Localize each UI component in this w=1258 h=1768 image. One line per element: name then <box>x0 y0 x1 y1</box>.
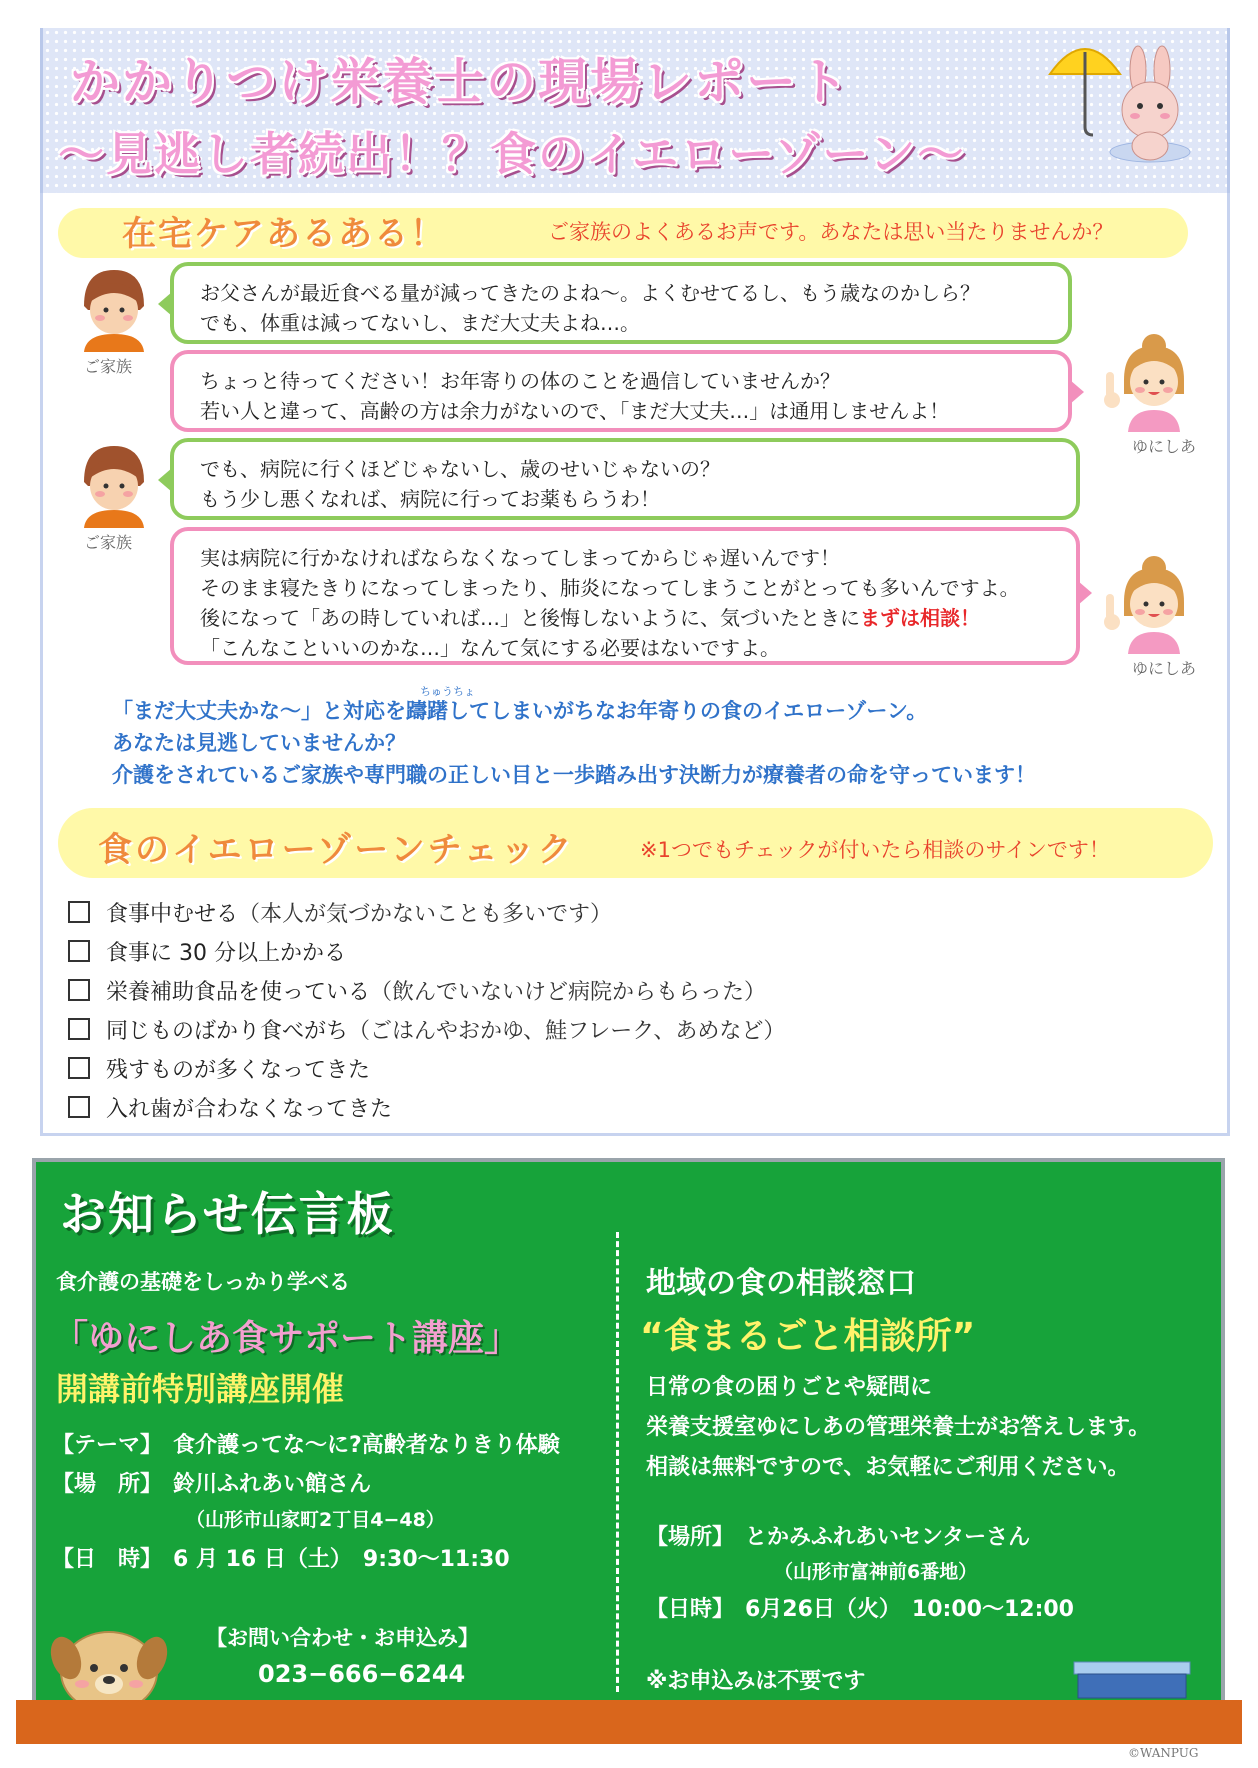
board-divider <box>616 1232 619 1692</box>
dog-illustration <box>44 1610 174 1710</box>
section-subtitle: ※1つでもチェックが付いたら相談のサインです！ <box>640 838 1110 862</box>
umbrella-rabbit-illustration <box>1040 32 1200 172</box>
checkbox[interactable] <box>68 1096 90 1118</box>
staff-avatar-icon <box>1098 554 1194 654</box>
consult-place: 【場所】 とかみふれあいセンターさん <box>646 1525 1031 1550</box>
board-ledge <box>16 1700 1242 1744</box>
checkbox[interactable] <box>68 1018 90 1040</box>
course-theme: 【テーマ】 食介護ってな～に?高齢者なりきり体験 <box>52 1433 560 1458</box>
credit: ©WANPUG <box>1128 1746 1199 1760</box>
consult-datetime: 【日時】 6月26日（火） 10:00～12:00 <box>646 1597 1074 1622</box>
checklist-item[interactable]: 残すものが多くなってきた <box>68 1053 370 1084</box>
checklist-item[interactable]: 食事に 30 分以上かかる <box>68 936 346 967</box>
contact-label: 【お問い合わせ・お申込み】 <box>206 1626 479 1650</box>
ruby-reading: ちゅうちょ <box>420 685 475 698</box>
course-address: （山形市山家町2丁目4−48） <box>186 1509 445 1531</box>
checkbox[interactable] <box>68 1057 90 1079</box>
staff-label: ゆにしあ <box>1132 437 1197 456</box>
message-line: 「まだ大丈夫かな～」と対応を躊躇してしまいがちなお年寄りの食のイエローゾーン。 <box>112 699 928 723</box>
consult-paragraph: 栄養支援室ゆにしあの管理栄養士がお答えします。 <box>646 1415 1151 1440</box>
checkbox[interactable] <box>68 940 90 962</box>
checklist-item[interactable]: 食事中むせる（本人が気づかないことも多いです） <box>68 897 612 928</box>
course-place: 【場 所】 鈴川ふれあい館さん <box>52 1472 372 1497</box>
consult-paragraph: 日常の食の困りごとや疑問に <box>646 1375 933 1400</box>
consult-paragraph: 相談は無料ですので、お気軽にご利用ください。 <box>646 1455 1130 1480</box>
contact-phone[interactable]: 023−666−6244 <box>258 1660 466 1688</box>
section-subtitle: ご家族のよくあるお声です。あなたは思い当たりませんか？ <box>548 220 1114 244</box>
family-avatar-icon <box>74 442 154 528</box>
family-label: ご家族 <box>84 357 133 376</box>
staff-avatar-icon <box>1098 332 1194 432</box>
speech-bubble-staff: 実は病院に行かなければならなくなってしまってからじゃ遅いんです！ そのまま寝たきりになってしまったり、肺炎になってしまうことがとっても多いんですよ。 後になって「あの時していれば…」と後悔しないように、気づいたときにまずは相談！ 「こんなこといいのかな…」なんて気にする必要はないですよ。 <box>170 527 1080 665</box>
consult-name: “食まるごと相談所” <box>640 1316 976 1357</box>
section-title: 在宅ケアあるある！ <box>122 214 446 254</box>
checkbox[interactable] <box>68 979 90 1001</box>
course-special: 開講前特別講座開催 <box>56 1370 345 1408</box>
checkbox[interactable] <box>68 901 90 923</box>
eraser-icon <box>1072 1660 1192 1700</box>
message-line: 介護をされているご家族や専門職の正しい目と一歩踏み出す決断力が療養者の命を守っています！ <box>112 763 1036 787</box>
consult-address: （山形市富神前6番地） <box>774 1561 978 1583</box>
message-line: あなたは見逃していませんか？ <box>112 731 406 755</box>
course-lead: 食介護の基礎をしっかり学べる <box>56 1270 350 1294</box>
checklist-item[interactable]: 入れ歯が合わなくなってきた <box>68 1092 392 1123</box>
family-avatar-icon <box>74 266 154 352</box>
speech-bubble-family: お父さんが最近食べる量が減ってきたのよね～。よくむせてるし、もう歳なのかしら？ でも、体重は減ってないし、まだ大丈夫よね…。 <box>170 262 1072 344</box>
page-title: かかりつけ栄養士の現場レポート <box>70 53 850 111</box>
speech-bubble-staff: ちょっと待ってください！お年寄りの体のことを過信していませんか？ 若い人と違って、高齢の方は余力がないので、「まだ大丈夫…」は通用しませんよ！ <box>170 350 1072 432</box>
staff-label: ゆにしあ <box>1132 659 1197 678</box>
family-label: ご家族 <box>84 533 133 552</box>
course-name: 「ゆにしあ食サポート講座」 <box>52 1318 521 1359</box>
board-title: お知らせ伝言板 <box>60 1187 395 1241</box>
speech-bubble-family: でも、病院に行くほどじゃないし、歳のせいじゃないの？ もう少し悪くなれば、病院に行ってお薬もらうわ！ <box>170 438 1080 520</box>
consult-lead: 地域の食の相談窓口 <box>646 1266 916 1301</box>
course-datetime: 【日 時】 6 月 16 日（土） 9:30～11:30 <box>52 1547 510 1572</box>
checklist-item[interactable]: 栄養補助食品を使っている（飲んでいないけど病院からもらった） <box>68 975 766 1006</box>
page-subtitle: ～見逃し者続出！？食のイエローゾーン～ <box>58 127 966 181</box>
checklist-item[interactable]: 同じものばかり食べがち（ごはんやおかゆ、鮭フレーク、あめなど） <box>68 1014 785 1045</box>
consult-note: ※お申込みは不要です <box>646 1669 866 1694</box>
section-title: 食のイエローゾーンチェック <box>98 830 575 870</box>
